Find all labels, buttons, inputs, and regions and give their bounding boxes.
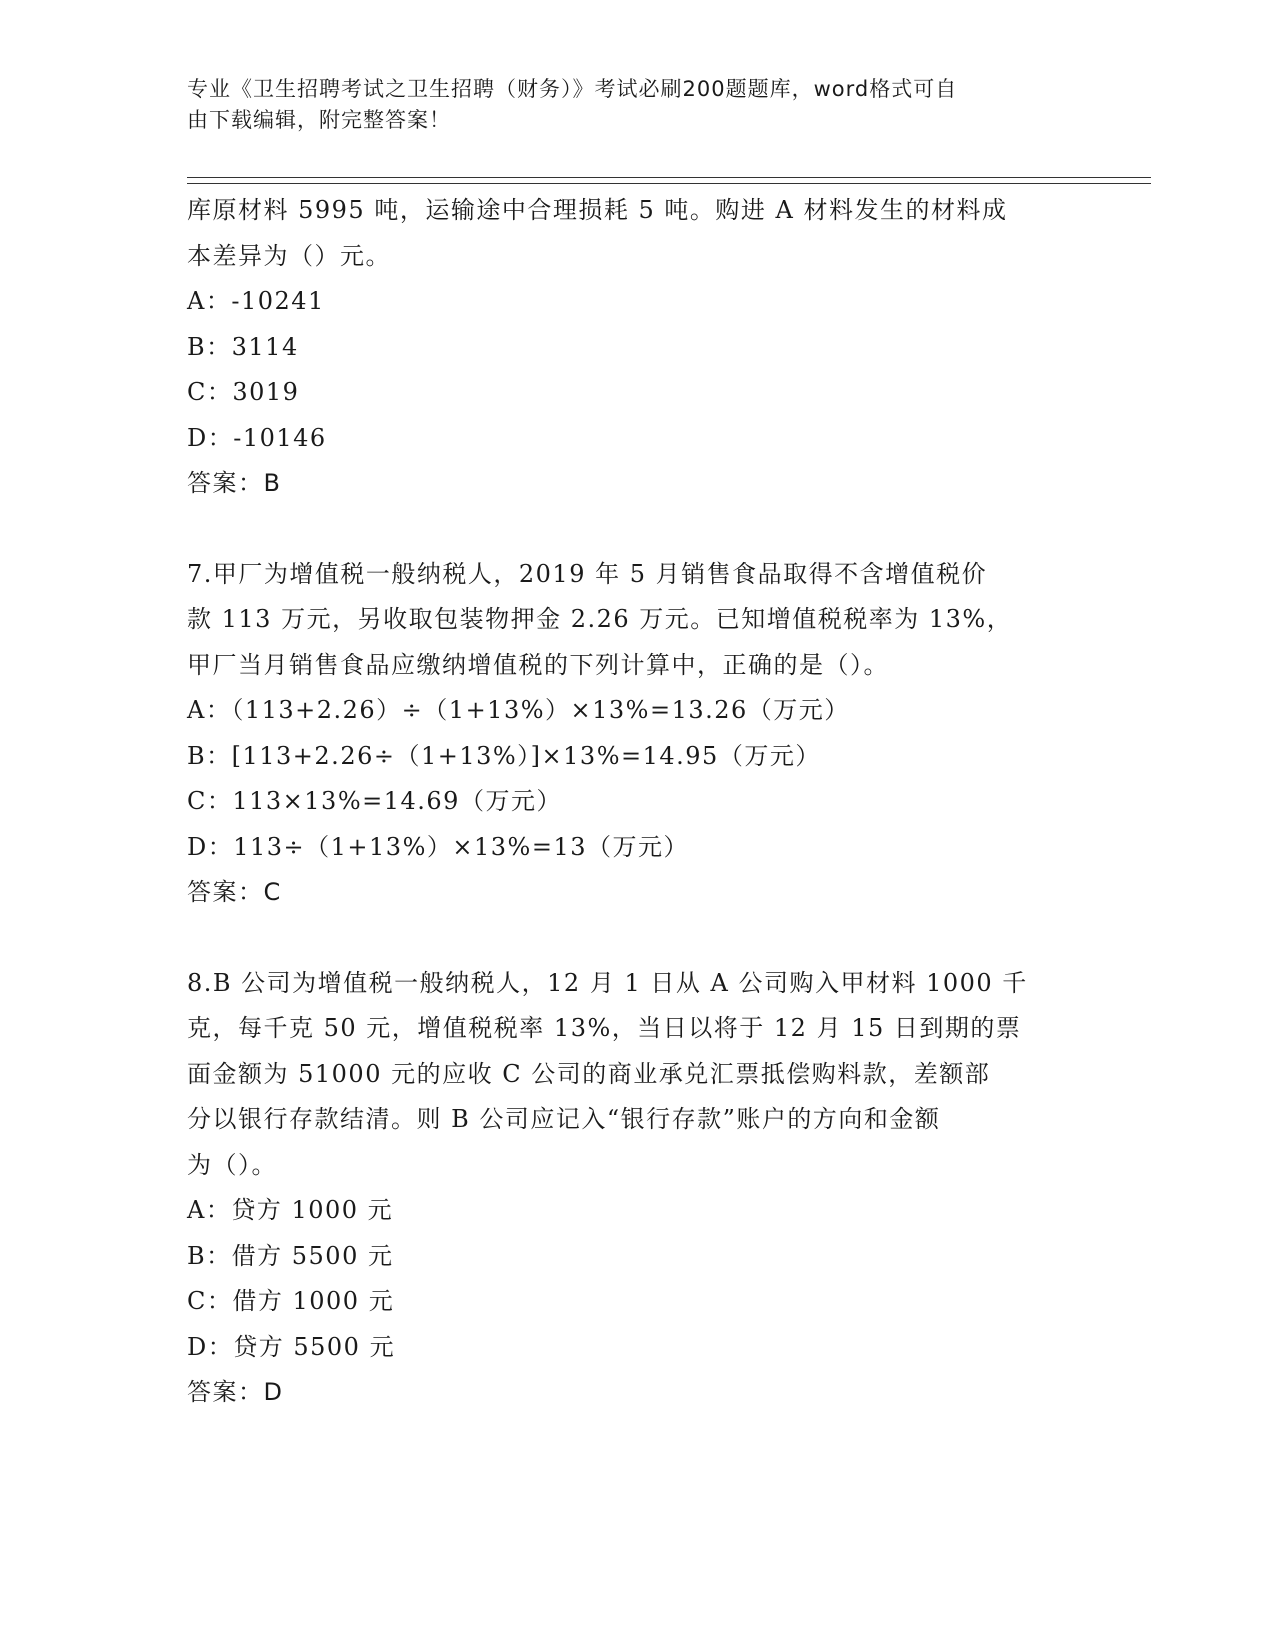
question-stem-line: 7.甲厂为增值税一般纳税人，2019 年 5 月销售食品取得不含增值税价	[187, 559, 988, 588]
question-stem-line: 面金额为 51000 元的应收 C 公司的商业承兑汇票抵偿购料款，差额部	[187, 1059, 991, 1088]
question-7	[187, 552, 1077, 916]
document-body	[187, 188, 1077, 1416]
header-line-2: 由下载编辑，附完整答案！	[187, 108, 451, 132]
option-c: C：借方 1000 元	[187, 1287, 395, 1315]
option-b: B：借方 5500 元	[187, 1241, 394, 1270]
option-d: D：-10146	[187, 423, 327, 452]
option-b: B：[113+2.26÷（1+13%）]×13%=14.95（万元）	[187, 741, 821, 770]
question-stem-line: 本差异为（）元。	[187, 241, 391, 270]
question-stem-line: 分以银行存款结清。则 B 公司应记入“银行存款”账户的方向和金额	[187, 1105, 941, 1133]
question-stem-line: 库原材料 5995 吨，运输途中合理损耗 5 吨。购进 A 材料发生的材料成	[187, 196, 1008, 224]
header-divider-top	[187, 177, 1151, 178]
option-a: A：-10241	[187, 287, 325, 315]
option-a: A：（113+2.26）÷（1+13%）×13%=13.26（万元）	[187, 696, 850, 724]
question-stem-line: 款 113 万元，另收取包装物押金 2.26 万元。已知增值税税率为 13%，	[187, 605, 1013, 633]
option-d: D：113÷（1+13%）×13%=13（万元）	[187, 832, 689, 861]
question-stem-line: 克，每千克 50 元，增值税税率 13%，当日以将于 12 月 15 日到期的票	[187, 1014, 1022, 1042]
answer: 答案：B	[187, 469, 282, 497]
header-line-1: 专业《卫生招聘考试之卫生招聘（财务）》考试必刷200题题库，word格式可自	[187, 77, 958, 101]
answer: 答案：D	[187, 1378, 284, 1406]
document-header	[187, 74, 1067, 136]
answer: 答案：C	[187, 878, 282, 906]
option-a: A：贷方 1000 元	[187, 1196, 394, 1224]
spacer	[187, 507, 1077, 552]
option-c: C：113×13%=14.69（万元）	[187, 787, 562, 815]
question-stem-line: 甲厂当月销售食品应缴纳增值税的下列计算中，正确的是（）。	[187, 650, 889, 679]
spacer	[187, 916, 1077, 961]
option-b: B：3114	[187, 332, 299, 361]
option-c: C：3019	[187, 378, 300, 406]
question-stem-line: 8.B 公司为增值税一般纳税人，12 月 1 日从 A 公司购入甲材料 1000 千	[187, 968, 1028, 997]
option-d: D：贷方 5500 元	[187, 1332, 396, 1361]
question-stem-line: 为（）。	[187, 1150, 277, 1179]
question-8	[187, 961, 1077, 1416]
header-divider-bottom	[187, 183, 1151, 184]
question-6	[187, 188, 1077, 507]
